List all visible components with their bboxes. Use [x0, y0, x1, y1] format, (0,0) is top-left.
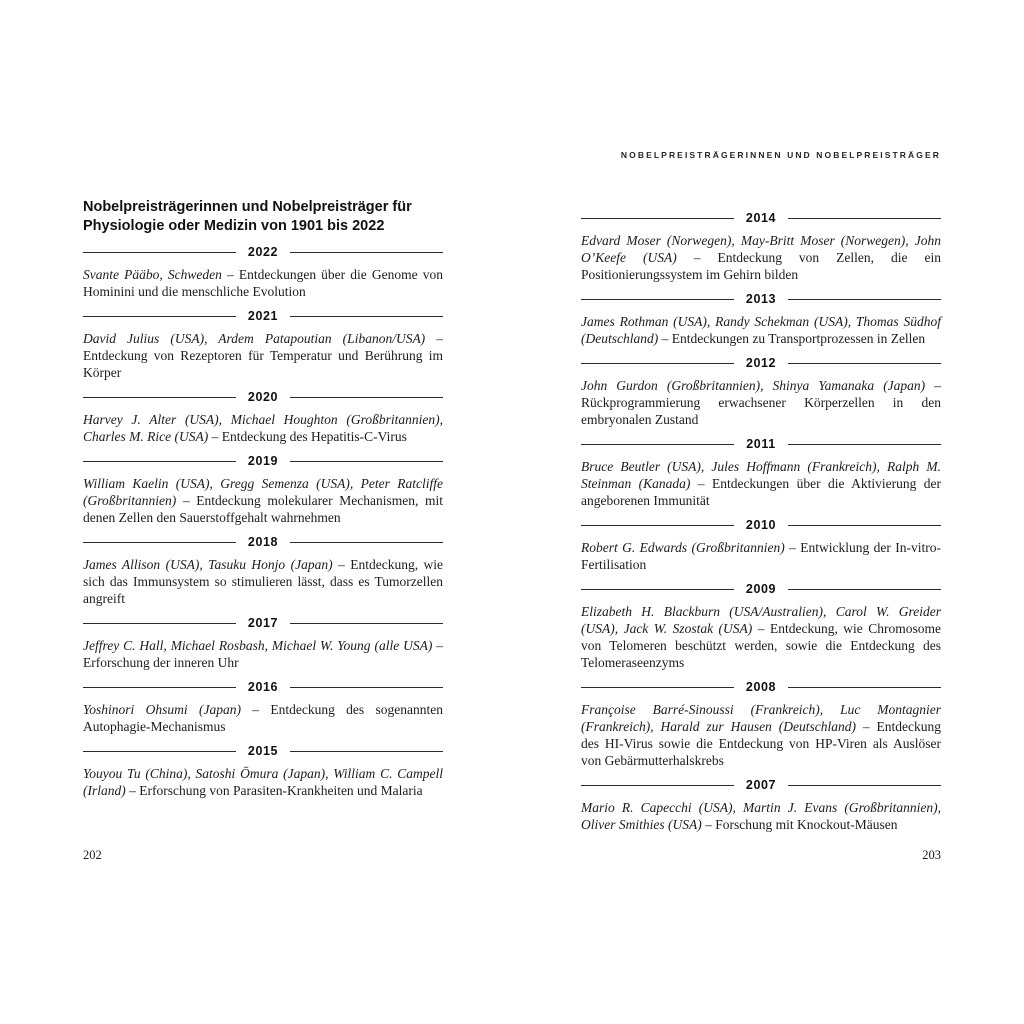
- year-rule-right: [290, 623, 443, 624]
- laureate-names: Jeffrey C. Hall, Michael Rosbash, Michael W. Young (alle USA): [83, 638, 433, 653]
- year-rule-right: [788, 785, 941, 786]
- year-heading: [83, 391, 443, 404]
- laureate-names: William Kaelin (USA), Gregg Semenza (USA), Peter Ratcliffe (Großbritannien): [83, 476, 443, 508]
- entry-description: – Entdeckungen über die Genome von Hominini und die menschliche Evolution: [83, 267, 444, 299]
- nobel-entry: [581, 681, 941, 769]
- year-rule-right: [788, 444, 941, 445]
- year-heading: [581, 357, 941, 370]
- year-label: 2017: [247, 616, 279, 630]
- year-rule-left: [83, 542, 236, 543]
- nobel-entry: [581, 519, 941, 573]
- entry-description: – Entdeckung des Hepatitis-C-Virus: [211, 429, 407, 444]
- year-rule-left: [581, 363, 734, 364]
- year-label: 2018: [247, 535, 279, 549]
- nobel-entry: [581, 779, 941, 833]
- year-rule-left: [581, 589, 734, 590]
- year-heading: [581, 583, 941, 596]
- year-label: 2013: [745, 292, 777, 306]
- year-rule-right: [788, 218, 941, 219]
- page-title: Nobelpreisträgerinnen und Nobelpreisträger für Physiologie oder Medizin von 1901 bis 2022: [83, 199, 412, 234]
- nobel-entry: [83, 745, 443, 799]
- left-page-column: [83, 198, 443, 799]
- nobel-entry: [83, 681, 443, 735]
- year-heading: [83, 536, 443, 549]
- page-number-right: 203: [922, 848, 941, 862]
- year-rule-left: [83, 316, 236, 317]
- year-label: 2010: [745, 518, 777, 532]
- nobel-entry: [581, 583, 941, 671]
- laureate-names: John Gurdon (Großbritannien), Shinya Yamanaka (Japan): [581, 378, 926, 393]
- year-rule-left: [581, 785, 734, 786]
- entry-text: [581, 799, 941, 833]
- entry-text: [581, 458, 941, 509]
- entry-description: – Entdeckungen über die Aktivierung der angeborenen Immunität: [581, 476, 941, 508]
- year-heading: [581, 681, 941, 694]
- entry-description: – Rückprogrammierung erwachsener Körperzellen in den embryonalen Zustand: [581, 378, 941, 427]
- year-label: 2022: [247, 245, 279, 259]
- year-heading: [83, 455, 443, 468]
- entry-text: [83, 475, 443, 526]
- year-heading: [83, 617, 443, 630]
- laureate-names: Elizabeth H. Blackburn (USA/Australien), Carol W. Greider (USA), Jack W. Szostak (USA): [581, 604, 941, 636]
- year-heading: [581, 519, 941, 532]
- laureate-names: Françoise Barré-Sinoussi (Frankreich), Luc Montagnier (Frankreich), Harald zur Hausen (Deutschland): [581, 702, 941, 734]
- entry-text: [83, 765, 443, 799]
- nobel-entry: [581, 357, 941, 428]
- year-heading: [581, 779, 941, 792]
- year-label: 2014: [745, 211, 777, 225]
- nobel-entry: [83, 391, 443, 445]
- entry-description: – Entdeckung molekularer Mechanismen, mit denen Zellen den Sauerstoffgehalt wahrnehmen: [83, 493, 443, 525]
- entry-text: [581, 232, 941, 283]
- nobel-entry: [83, 536, 443, 607]
- laureate-names: Harvey J. Alter (USA), Michael Houghton (Großbritannien), Charles M. Rice (USA): [83, 412, 443, 444]
- nobel-entry: [83, 310, 443, 381]
- year-label: 2012: [745, 356, 777, 370]
- laureate-names: Mario R. Capecchi (USA), Martin J. Evans (Großbritannien), Oliver Smithies (USA): [581, 800, 941, 832]
- year-rule-right: [788, 687, 941, 688]
- laureate-names: David Julius (USA), Ardem Patapoutian (Libanon/USA): [83, 331, 426, 346]
- year-label: 2020: [247, 390, 279, 404]
- laureate-names: Svante Pääbo, Schweden: [83, 267, 222, 282]
- year-label: 2009: [745, 582, 777, 596]
- year-rule-right: [290, 687, 443, 688]
- nobel-entry: [581, 212, 941, 283]
- year-rule-left: [581, 444, 734, 445]
- year-heading: [581, 438, 941, 451]
- year-rule-left: [83, 687, 236, 688]
- laureate-names: James Rothman (USA), Randy Schekman (USA), Thomas Südhof (Deutschland): [581, 314, 941, 346]
- year-rule-right: [290, 751, 443, 752]
- nobel-entry: [83, 617, 443, 671]
- page-number-left: 202: [83, 848, 102, 862]
- entry-description: – Entdeckungen zu Transportprozessen in Zellen: [661, 331, 926, 346]
- entry-text: [581, 603, 941, 671]
- year-heading: [581, 212, 941, 225]
- entry-text: [581, 701, 941, 769]
- laureate-names: Youyou Tu (China), Satoshi Ōmura (Japan), William C. Campell (Irland): [83, 766, 443, 798]
- nobel-entry: [581, 438, 941, 509]
- nobel-entry: [581, 293, 941, 347]
- year-label: 2011: [746, 437, 776, 451]
- entry-text: [581, 313, 941, 347]
- year-rule-right: [788, 525, 941, 526]
- entry-text: [83, 701, 443, 735]
- year-rule-right: [290, 461, 443, 462]
- entry-description: – Erforschung von Parasiten-Krankheiten und Malaria: [129, 783, 423, 798]
- year-heading: [83, 745, 443, 758]
- year-heading: [83, 310, 443, 323]
- entry-description: – Entdeckung, wie sich das Immunsystem so stimulieren lässt, dass es Tumorzellen angreift: [83, 557, 443, 606]
- year-rule-right: [788, 299, 941, 300]
- laureate-names: Yoshinori Ohsumi (Japan): [83, 702, 241, 717]
- year-rule-left: [83, 751, 236, 752]
- year-label: 2008: [745, 680, 777, 694]
- laureate-names: Robert G. Edwards (Großbritannien): [581, 540, 785, 555]
- year-label: 2019: [247, 454, 279, 468]
- year-rule-left: [83, 461, 236, 462]
- laureate-names: Edvard Moser (Norwegen), May-Britt Moser (Norwegen), John O’Keefe (USA): [581, 233, 941, 265]
- year-rule-right: [290, 316, 443, 317]
- nobel-entry: [83, 455, 443, 526]
- year-rule-right: [788, 363, 941, 364]
- running-head: NOBELPREISTRÄGERINNEN UND NOBELPREISTRÄGER: [620, 150, 941, 160]
- year-label: 2021: [247, 309, 279, 323]
- year-rule-left: [83, 252, 236, 253]
- year-rule-left: [581, 687, 734, 688]
- year-heading: [581, 293, 941, 306]
- entry-text: [83, 411, 443, 445]
- entry-text: [83, 330, 443, 381]
- year-rule-right: [290, 542, 443, 543]
- entry-description: – Entdeckung des HI-Virus sowie die Entdeckung von HP-Viren als Auslöser von Gebärmutterhalskrebs: [581, 719, 941, 768]
- entry-text: [581, 539, 941, 573]
- year-rule-left: [581, 299, 734, 300]
- year-rule-left: [83, 397, 236, 398]
- entry-description: – Entdeckung, wie Chromosome von Telomeren beschützt werden, sowie die Entdeckung des Telomeraseenzyms: [581, 621, 941, 670]
- year-rule-right: [788, 589, 941, 590]
- laureate-names: Bruce Beutler (USA), Jules Hoffmann (Frankreich), Ralph M. Steinman (Kanada): [581, 459, 941, 491]
- year-label: 2007: [745, 778, 777, 792]
- year-heading: [83, 246, 443, 259]
- entry-text: [83, 266, 443, 300]
- year-rule-left: [581, 218, 734, 219]
- entry-text: [83, 556, 443, 607]
- year-rule-left: [581, 525, 734, 526]
- year-rule-right: [290, 252, 443, 253]
- entry-description: – Entdeckung des sogenannten Autophagie-Mechanismus: [83, 702, 443, 734]
- entry-description: – Entwicklung der In-vitro-Fertilisation: [581, 540, 942, 572]
- entry-text: [83, 637, 443, 671]
- laureate-names: James Allison (USA), Tasuku Honjo (Japan): [83, 557, 333, 572]
- year-rule-right: [290, 397, 443, 398]
- year-rule-left: [83, 623, 236, 624]
- nobel-entry: [83, 246, 443, 300]
- right-page-column: [581, 202, 941, 833]
- entry-description: – Erforschung der inneren Uhr: [83, 638, 443, 670]
- entry-description: – Forschung mit Knockout-Mäusen: [705, 817, 898, 832]
- entry-text: [581, 377, 941, 428]
- year-label: 2016: [247, 680, 279, 694]
- year-label: 2015: [247, 744, 279, 758]
- entry-description: – Entdeckung von Zellen, die ein Positionierungssystem im Gehirn bilden: [581, 250, 942, 282]
- entry-description: – Entdeckung von Rezeptoren für Temperatur und Berührung im Körper: [83, 331, 444, 380]
- year-heading: [83, 681, 443, 694]
